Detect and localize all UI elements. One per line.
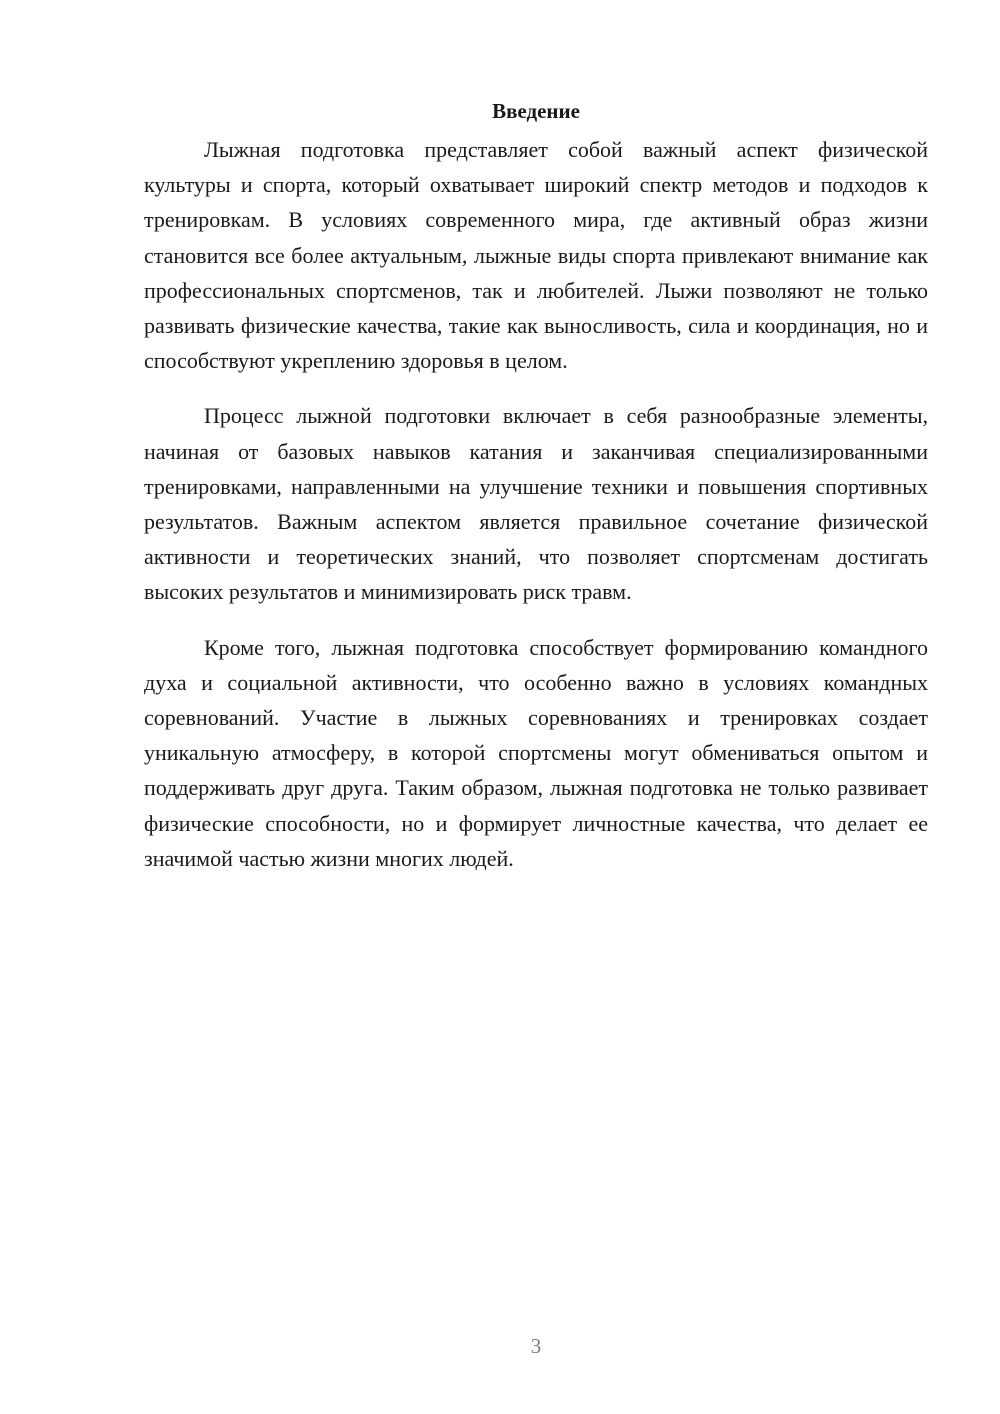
paragraph-3: Кроме того, лыжная подготовка способствует формированию командного духа и социальной активности, что особенно важно в условиях командных соревнований. Участие в лыжных соревнованиях и тренировках создает уникальную атмосферу, в которой спортсмены могут обмениваться опытом и поддерживать друг друга. Таким образом, лыжная подготовка не только развивает физические способности, но и формирует личностные качества, что делает ее значимой частью жизни многих людей. <box>144 634 928 871</box>
page-number: 3 <box>530 1334 542 1358</box>
page-content <box>144 96 928 896</box>
paragraph-1: Лыжная подготовка представляет собой важный аспект физической культуры и спорта, который охватывает широкий спектр методов и подходов к тренировкам. В условиях современного мира, где активный образ жизни становится все более актуальным, лыжные виды спорта привлекают внимание как профессиональных спортсменов, так и любителей. Лыжи позволяют не только развивать физические качества, такие как выносливость, сила и координация, но и способствуют укреплению здоровья в целом. <box>144 137 928 374</box>
section-title: Введение <box>492 99 580 123</box>
paragraph-2: Процесс лыжной подготовки включает в себя разнообразные элементы, начиная от базовых навыков катания и заканчивая специализированными тренировками, направленными на улучшение техники и повышения спортивных результатов. Важным аспектом является правильное сочетание физической активности и теоретических знаний, что позволяет спортсменам достигать высоких результатов и минимизировать риск травм. <box>144 403 928 605</box>
